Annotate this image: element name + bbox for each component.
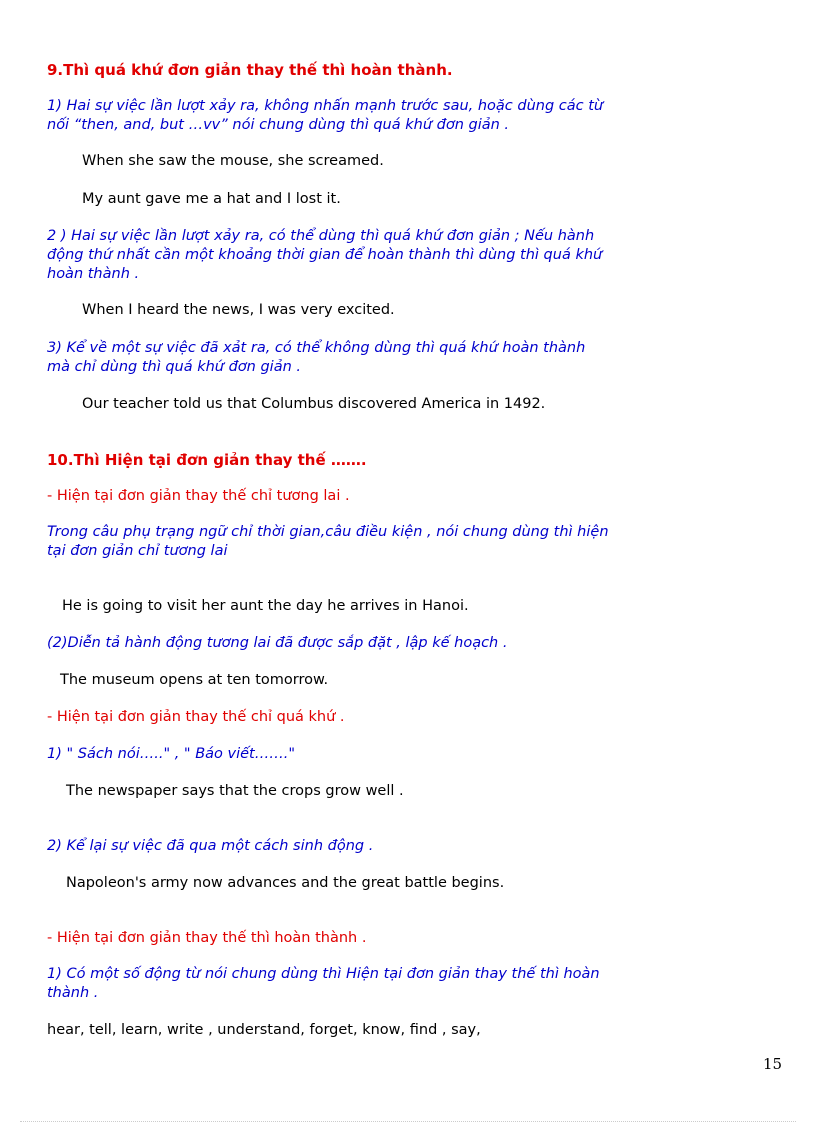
rule-text: (2)Diễn tả hành động tương lai đã được sắp đặt , lập kế hoạch . [47,635,508,651]
subheading: - Hiện tại đơn giản thay thế chỉ quá khứ . [47,709,345,725]
rule-text: 1) Hai sự việc lần lượt xảy ra, không nhấn mạnh trước sau, hoặc dùng các từ [47,98,604,114]
rule-text: thành . [47,985,99,1001]
section-heading-10: 10.Thì Hiện tại đơn giản thay thế ……. [47,451,367,469]
rule-text: 3) Kể về một sự việc đã xảt ra, có thể không dùng thì quá khứ hoàn thành [47,340,586,356]
example-sentence: The newspaper says that the crops grow well . [66,783,404,799]
rule-text: 2 ) Hai sự việc lần lượt xảy ra, có thể dùng thì quá khứ đơn giản ; Nếu hành [47,228,595,244]
rule-text: nối “then, and, but …vv” nói chung dùng thì quá khứ đơn giản . [47,117,510,133]
verb-list: hear, tell, learn, write , understand, forget, know, find , say, [47,1022,481,1038]
subheading: - Hiện tại đơn giản thay thế thì hoàn thành . [47,930,367,946]
example-sentence: He is going to visit her aunt the day he arrives in Hanoi. [62,598,469,614]
section-heading-9: 9.Thì quá khứ đơn giản thay thế thì hoàn thành. [47,61,453,79]
example-sentence: Napoleon's army now advances and the great battle begins. [66,875,505,891]
rule-text: 1) " Sách nói….." , " Báo viết……." [47,746,296,762]
rule-text: Trong câu phụ trạng ngữ chỉ thời gian,câu điều kiện , nói chung dùng thì hiện [47,524,609,540]
rule-text: tại đơn giản chỉ tương lai [47,543,228,559]
rule-text: 1) Có một số động từ nói chung dùng thì Hiện tại đơn giản thay thế thì hoàn [47,966,600,982]
example-sentence: My aunt gave me a hat and I lost it. [82,191,341,207]
example-sentence: When I heard the news, I was very excited. [82,302,395,318]
rule-text: hoàn thành . [47,266,140,282]
example-sentence: The museum opens at ten tomorrow. [60,672,329,688]
example-sentence: Our teacher told us that Columbus discovered America in 1492. [82,396,546,412]
rule-text: mà chỉ dùng thì quá khứ đơn giản . [47,359,302,375]
subheading: - Hiện tại đơn giản thay thế chỉ tương lai . [47,488,350,504]
rule-text: động thứ nhất cần một khoảng thời gian để hoàn thành thì dùng thì quá khứ [47,247,603,263]
example-sentence: When she saw the mouse, she screamed. [82,153,384,169]
page-number: 15 [763,1055,783,1073]
rule-text: 2) Kể lại sự việc đã qua một cách sinh động . [47,838,374,854]
footer-divider [20,1121,796,1122]
